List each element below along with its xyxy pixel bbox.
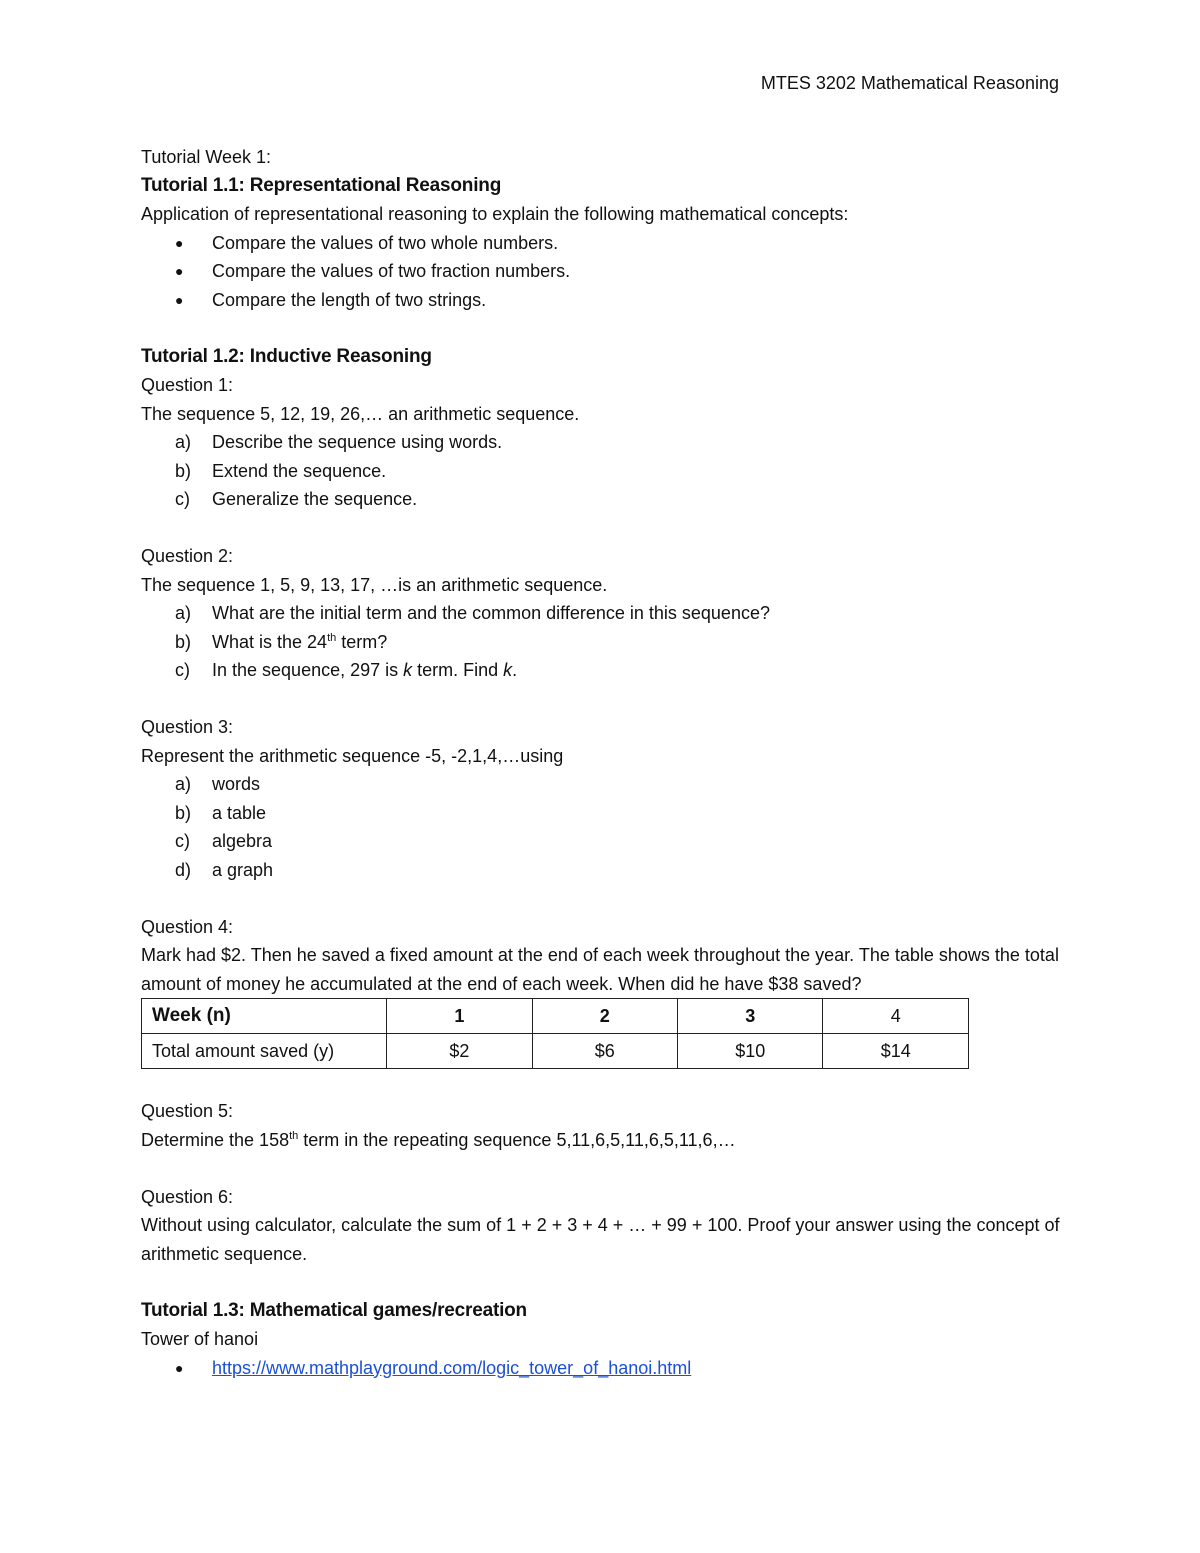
list-item: ● Compare the values of two whole numbers. <box>141 229 1061 258</box>
table-cell: Week (n) <box>142 999 387 1034</box>
list-item: ● Compare the length of two strings. <box>141 286 1061 315</box>
table-cell: $6 <box>532 1034 677 1069</box>
question-2-text: The sequence 1, 5, 9, 13, 17, …is an arithmetic sequence. <box>141 574 608 595</box>
question-6-text: Without using calculator, calculate the sum of 1 + 2 + 3 + 4 + … + 99 + 100. Proof your answer using the concept of arithmetic sequence. <box>141 1215 1060 1264</box>
question-3-label: Question 3: <box>141 717 234 737</box>
bullet-icon: ● <box>175 234 184 251</box>
list-item: d) a graph <box>175 859 274 880</box>
question-3-text: Represent the arithmetic sequence -5, -2,1,4,…using <box>141 745 564 766</box>
question-1-label: Question 1: <box>141 375 234 395</box>
table-cell: 4 <box>823 999 969 1034</box>
section-1-3-sub: Tower of hanoi <box>141 1329 259 1349</box>
list-item: c) algebra <box>175 831 273 851</box>
question-4-text: Mark had $2. Then he saved a fixed amount at the end of each week throughout the year. The table shows the total amount of money he accumulated at the end of each week. When did he have $38 saved? <box>141 945 1059 994</box>
section-heading-1-3: Tutorial 1.3: Mathematical games/recreation <box>141 1299 527 1321</box>
table-row <box>142 1034 969 1069</box>
savings-table <box>141 998 969 1069</box>
table-cell: $14 <box>823 1034 969 1069</box>
list-item: c) In the sequence, 297 is k term. Find k. <box>175 660 518 680</box>
question-6-label: Question 6: <box>141 1186 234 1207</box>
question-4-label: Question 4: <box>141 916 234 937</box>
table-cell: $10 <box>677 1034 822 1069</box>
table-cell: 1 <box>387 999 532 1034</box>
document-body <box>141 143 1061 1382</box>
page-header: MTES 3202 Mathematical Reasoning <box>760 73 1059 93</box>
list-item: b) a table <box>175 802 267 823</box>
tutorial-week-label: Tutorial Week 1: <box>141 147 272 167</box>
table-header-row <box>142 999 969 1034</box>
table-cell: Total amount saved (y) <box>142 1034 387 1069</box>
list-item: c) Generalize the sequence. <box>175 489 418 509</box>
question-1-text: The sequence 5, 12, 19, 26,… an arithmetic sequence. <box>141 403 580 424</box>
section-1-1-lead: Application of representational reasoning to explain the following mathematical concepts: <box>141 204 849 224</box>
section-heading-1-1: Tutorial 1.1: Representational Reasoning <box>141 174 502 196</box>
table-cell: 3 <box>677 999 822 1034</box>
question-2-label: Question 2: <box>141 546 234 566</box>
question-5-label: Question 5: <box>141 1101 234 1121</box>
list-item: a) Describe the sequence using words. <box>175 432 503 452</box>
list-item <box>141 1354 1061 1383</box>
list-item: b) What is the 24th term? <box>175 631 388 652</box>
list-item: a) words <box>175 774 261 794</box>
bullet-icon: ● <box>175 1359 184 1376</box>
section-heading-1-2: Tutorial 1.2: Inductive Reasoning <box>141 345 432 367</box>
question-5-text: Determine the 158th term in the repeating sequence 5,11,6,5,11,6,5,11,6,… <box>141 1129 736 1150</box>
bullet-icon: ● <box>175 291 184 308</box>
list-item: a) What are the initial term and the common difference in this sequence? <box>175 603 770 623</box>
bullet-icon: ● <box>175 263 184 279</box>
list-item: ● Compare the values of two fraction numbers. <box>141 257 1061 286</box>
table-cell: 2 <box>532 999 677 1034</box>
tower-of-hanoi-link[interactable]: https://www.mathplayground.com/logic_tower_of_hanoi.html <box>212 1357 692 1378</box>
table-cell: $2 <box>387 1034 532 1069</box>
list-item: b) Extend the sequence. <box>175 460 387 481</box>
